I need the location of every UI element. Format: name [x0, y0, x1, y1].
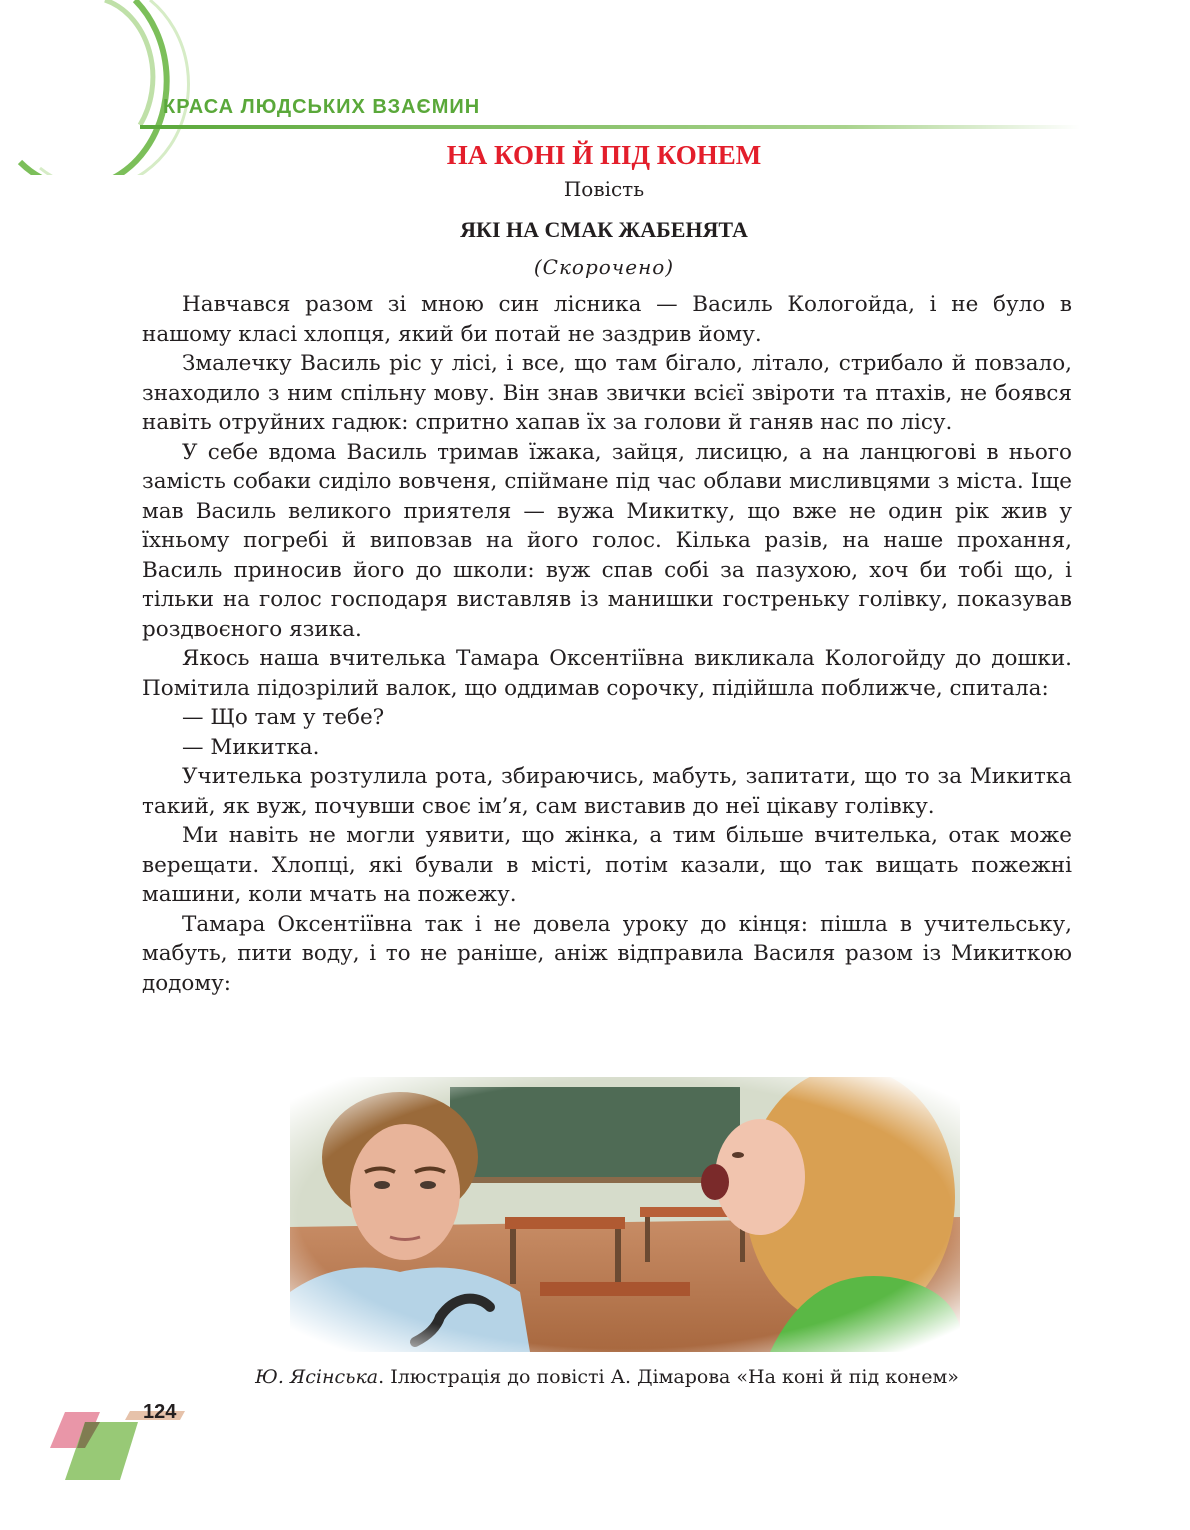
paragraph: Навчався разом зі мною син лісника — Василь Кологойда, і не було в нашому класі хлопця, який би потай не заздрив йому.: [142, 292, 1072, 347]
paragraph: — Що там у тебе?: [182, 705, 385, 730]
story-body: [142, 290, 1072, 998]
story-title: НА КОНІ Й ПІД КОНЕМ: [446, 140, 762, 170]
abridged-note: (Скорочено): [533, 255, 675, 279]
illustration-caption: [0, 1366, 1190, 1388]
genre-label: Повість: [563, 177, 645, 201]
section-title: КРАСА ЛЮДСЬКИХ ВЗАЄМИН: [163, 96, 481, 118]
story-illustration: [290, 1077, 960, 1352]
chapter-title: ЯКІ НА СМАК ЖАБЕНЯТА: [460, 217, 748, 242]
paragraph: Ми навіть не могли уявити, що жінка, а тим більше вчителька, отак може верещати. Хлопці, які бували в місті, потім казали, що так вищать пожежні машини, коли мчать на пожежу.: [142, 823, 1072, 907]
paragraph: У себе вдома Василь тримав їжака, зайця, лисицю, а на ланцюгові в нього замість собаки сиділо вовченя, спіймане під час облави мисливцями з міста. Іще мав Василь великого приятеля — вужа Микитку, що вже не один рік жив у їхньому погребі й виповзав на його голос. Кілька разів, на наше прохання, Василь приносив його до школи: вуж спав собі за пазухою, хоч би тобі що, і тільки на голос господаря виставляв із манишки гостреньку голівку, показував роздвоєного язика.: [142, 439, 1072, 642]
paragraph: Якось наша вчителька Тамара Оксентіївна викликала Кологойду до дошки. Помітила підозрілий валок, що оддимав сорочку, підійшла поближче, спитала:: [142, 646, 1072, 701]
page-number: 124: [143, 1401, 177, 1423]
paragraph: Учителька розтулила рота, збираючись, мабуть, запитати, що то за Микитка такий, як вуж, почувши своє ім’я, сам виставив до неї цікаву голівку.: [142, 764, 1072, 819]
caption-artist: Ю. Ясінська: [255, 1366, 379, 1388]
paragraph: Змалечку Василь ріс у лісі, і все, що там бігало, літало, стрибало й повзало, знаходило з ним спільну мову. Він знав звички всієї звіроти та птахів, не боявся навіть отруйних гадюк: спритно хапав їх за голови й ганяв нас по лісу.: [142, 351, 1072, 435]
paragraph: — Микитка.: [182, 734, 320, 760]
caption-text: . Ілюстрація до повісті А. Дімарова «На коні й під конем»: [378, 1366, 959, 1388]
paragraph: Тамара Оксентіївна так і не довела уроку до кінця: пішла в учительську, мабуть, пити воду, і то не раніше, аніж відправила Василя разом із Микиткою додому:: [142, 911, 1072, 996]
